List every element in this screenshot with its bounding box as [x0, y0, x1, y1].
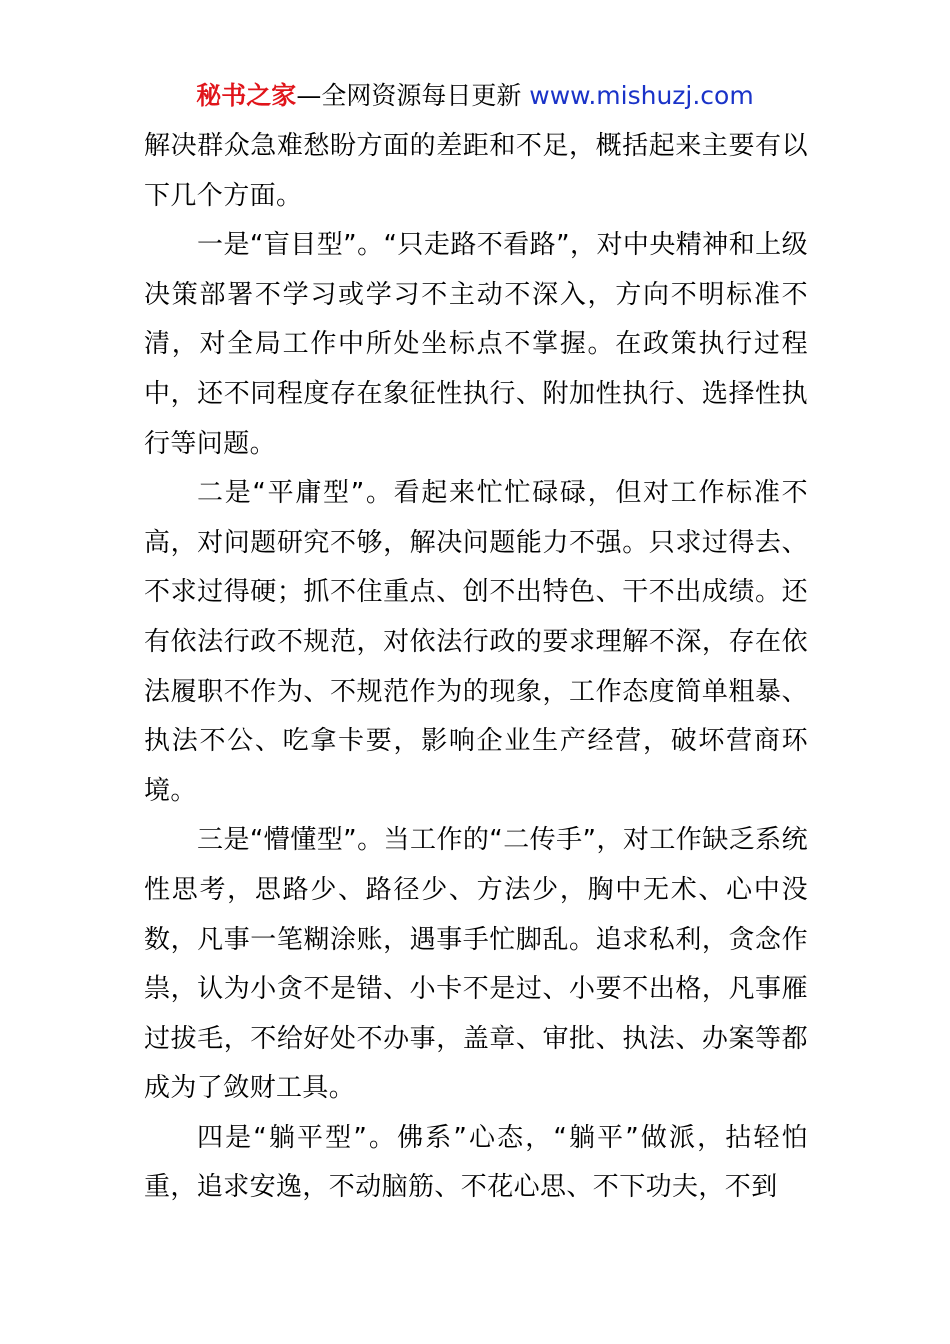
- site-url[interactable]: www.mishuzj.com: [529, 81, 754, 110]
- document-body: [144, 122, 808, 1213]
- paragraph-mediocre-type: 二是“平庸型”。看起来忙忙碌碌，但对工作标准不高，对问题研究不够，解决问题能力不强。只求过得去、不求过得硬；抓不住重点、创不出特色、干不出成绩。还有依法行政不规范，对依法行政的要求理解不深，存在依法履职不作为、不规范作为的现象，工作态度简单粗暴、执法不公、吃拿卡要，影响企业生产经营，破坏营商环境。: [144, 478, 808, 806]
- header-tagline: —全网资源每日更新: [296, 81, 522, 110]
- page-header: [0, 78, 950, 114]
- brand-name: 秘书之家: [196, 81, 297, 110]
- paragraph-muddled-type: 三是“懵懂型”。当工作的“二传手”，对工作缺乏系统性思考，思路少、路径少、方法少，胸中无术、心中没数，凡事一笔糊涂账，遇事手忙脚乱。追求私利，贪念作祟，认为小贪不是错、小卡不是过、小要不出格，凡事雁过拔毛，不给好处不办事，盖章、审批、执法、办案等都成为了敛财工具。: [144, 825, 808, 1104]
- paragraph-continuation: 解决群众急难愁盼方面的差距和不足，概括起来主要有以下几个方面。: [144, 131, 808, 211]
- paragraph-blind-type: 一是“盲目型”。“只走路不看路”，对中央精神和上级决策部署不学习或学习不主动不深入，方向不明标准不清，对全局工作中所处坐标点不掌握。在政策执行过程中，还不同程度存在象征性执行、附加性执行、选择性执行等问题。: [144, 230, 808, 459]
- paragraph-lying-flat-type: 四是“躺平型”。佛系”心态，“躺平”做派，拈轻怕重，追求安逸，不动脑筋、不花心思、不下功夫，不到: [144, 1122, 808, 1203]
